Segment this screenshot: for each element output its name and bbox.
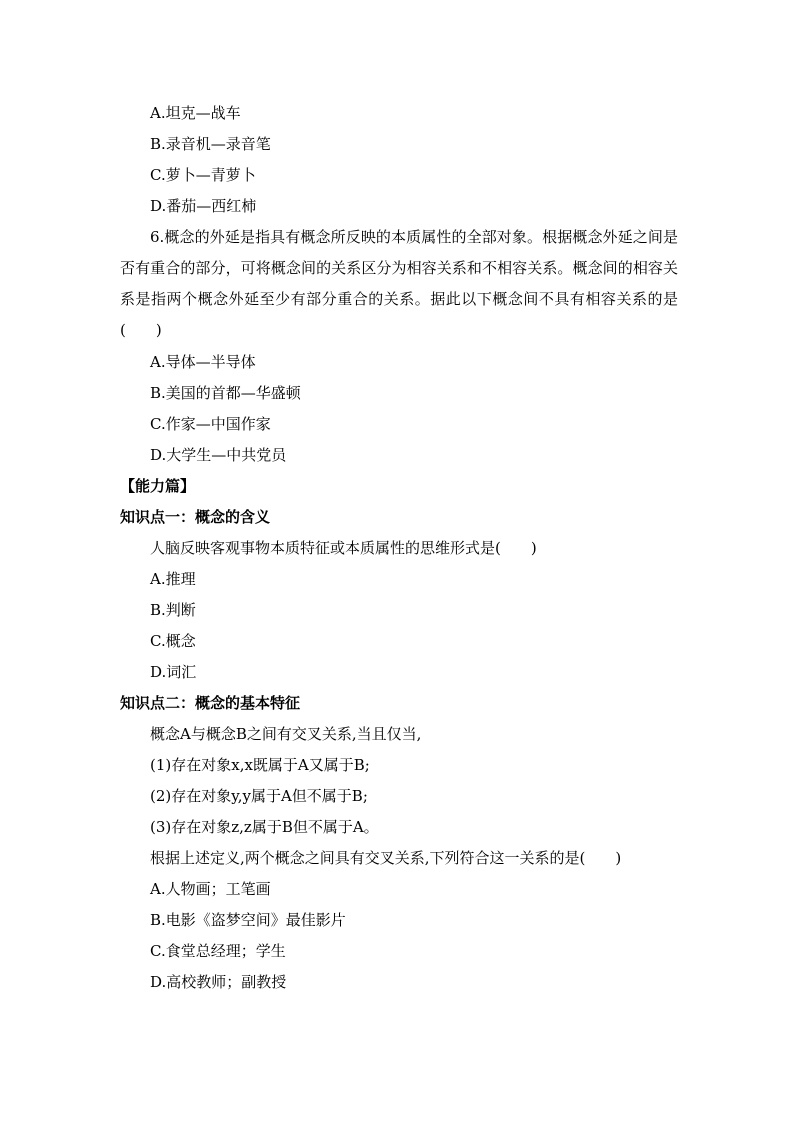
kp2-stem: 根据上述定义,两个概念之间具有交叉关系,下列符合这一关系的是( ) bbox=[150, 849, 622, 867]
kp2-condition-1: (1)存在对象x,x既属于A又属于B; bbox=[150, 756, 370, 774]
option-c: C.萝卜—青萝卜 bbox=[150, 166, 256, 184]
kp1-option-d: D.词汇 bbox=[150, 663, 197, 681]
kp2-intro: 概念A与概念B之间有交叉关系,当且仅当, bbox=[150, 725, 422, 743]
ability-heading: 【能力篇】 bbox=[120, 477, 196, 495]
option-b: B.录音机—录音笔 bbox=[150, 135, 271, 153]
kp1-stem: 人脑反映客观事物本质特征或本质属性的思维形式是( ) bbox=[150, 539, 537, 557]
kp2-option-b: B.电影《盗梦空间》最佳影片 bbox=[150, 911, 346, 929]
q6-option-b: B.美国的首都—华盛顿 bbox=[150, 384, 301, 402]
kp1-option-c: C.概念 bbox=[150, 632, 196, 650]
kp2-option-d: D.高校教师；副教授 bbox=[150, 973, 287, 991]
kp2-option-c: C.食堂总经理；学生 bbox=[150, 942, 286, 960]
kp2-condition-2: (2)存在对象y,y属于A但不属于B; bbox=[150, 787, 368, 805]
option-d: D.番茄—西红柿 bbox=[150, 197, 257, 215]
kp1-option-b: B.判断 bbox=[150, 601, 196, 619]
q6-option-d: D.大学生—中共党员 bbox=[150, 446, 287, 464]
option-a: A.坦克—战车 bbox=[150, 104, 241, 122]
q6-option-c: C.作家—中国作家 bbox=[150, 415, 271, 433]
question-6-stem: 6.概念的外延是指具有概念所反映的本质属性的全部对象。根据概念外延之间是否有重合的部分，可将概念间的关系区分为相容关系和不相容关系。概念间的相容关系是指两个概念外延至少有部分重合的关系。据此以下概念间不具有相容关系的是( ) bbox=[120, 228, 678, 339]
kp2-heading: 知识点二：概念的基本特征 bbox=[120, 694, 301, 712]
kp2-condition-3: (3)存在对象z,z属于B但不属于A。 bbox=[150, 818, 379, 836]
q6-option-a: A.导体—半导体 bbox=[150, 353, 256, 371]
kp2-option-a: A.人物画；工笔画 bbox=[150, 880, 271, 898]
kp1-heading: 知识点一：概念的含义 bbox=[120, 508, 271, 526]
kp1-option-a: A.推理 bbox=[150, 570, 196, 588]
